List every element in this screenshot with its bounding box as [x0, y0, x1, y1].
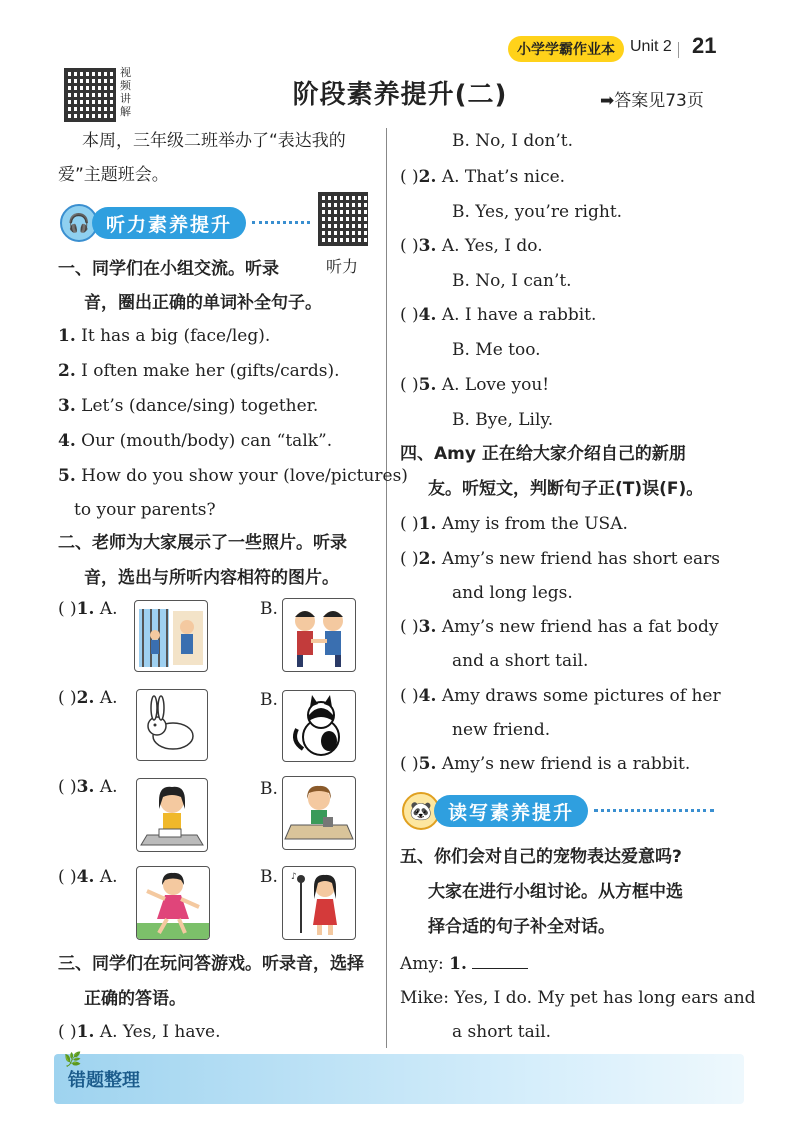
q3-item-2-a: ( )2. A. That’s nice. [400, 167, 566, 187]
picture-cat[interactable] [282, 690, 356, 762]
answer-paren[interactable]: ( ) [400, 167, 419, 187]
picture-boys-handshake[interactable] [282, 598, 356, 672]
listening-section-header [60, 204, 310, 242]
listening-section-label: 听力素养提升 [92, 207, 246, 239]
answer-paren[interactable]: ( ) [400, 375, 419, 395]
svg-text:♪: ♪ [291, 872, 297, 882]
dialog-line-mike: Mike: Yes, I do. My pet has long ears and [400, 988, 756, 1008]
q4-instruction-1: 四、Amy 正在给大家介绍自己的新朋 [400, 444, 686, 464]
q4-item-2: ( )2. Amy’s new friend has short ears [400, 549, 721, 569]
picture-boy-classroom[interactable] [134, 600, 208, 672]
dialog-line-mike-cont: a short tail. [452, 1022, 552, 1042]
q5-instruction-3: 择合适的句子补全对话。 [428, 917, 615, 937]
headphones-icon: 🎧 [60, 204, 98, 242]
section-dots [252, 221, 310, 226]
q4-item-1: ( )1. Amy is from the USA. [400, 514, 628, 534]
q4-item-4: ( )4. Amy draws some pictures of her [400, 686, 721, 706]
q3-item-5-b: B. Bye, Lily. [452, 410, 554, 430]
q4-item-4-cont: new friend. [452, 720, 551, 740]
q2-row-1: ( )1. A. [58, 599, 118, 619]
answer-paren[interactable]: ( ) [400, 686, 419, 706]
q3-item-3-a: ( )3. A. Yes, I do. [400, 236, 543, 256]
q5-instruction-2: 大家在进行小组讨论。从方框中选 [428, 882, 683, 902]
q4-item-3: ( )3. Amy’s new friend has a fat body [400, 617, 719, 637]
section-dots [594, 809, 714, 814]
q1-item-2: 2. I often make her (gifts/cards). [58, 361, 340, 381]
page-title: 阶段素养提升(二) [292, 80, 508, 110]
q1-item-1: 1. It has a big (face/leg). [58, 326, 271, 346]
intro-line-1: 本周，三年级二班举办了“表达我的 [82, 131, 346, 151]
picture-girl-drawing[interactable] [136, 778, 208, 852]
q2-2-b-label: B. [260, 690, 278, 710]
picture-girl-desk[interactable] [282, 776, 356, 850]
q2-row-3: ( )3. A. [58, 777, 118, 797]
dialog-line-amy: Amy: 1. [400, 952, 528, 975]
column-divider [386, 128, 387, 1048]
leaf-icon: 🌿 [64, 1052, 82, 1068]
mistakes-footer-bar [54, 1054, 744, 1104]
q3-item-1-b: B. No, I don’t. [452, 131, 574, 151]
mistakes-footer-label: 错题整理 [68, 1070, 140, 1091]
page-number: 21 [692, 33, 717, 58]
q2-row-2: ( )2. A. [58, 688, 118, 708]
q3-item-2-b: B. Yes, you’re right. [452, 202, 623, 222]
answer-reference: ➡答案见73页 [600, 91, 704, 111]
q3-item-1-a: ( )1. A. Yes, I have. [58, 1022, 221, 1042]
q1-item-3: 3. Let’s (dance/sing) together. [58, 396, 319, 416]
listening-qr-label: 听力 [326, 257, 359, 276]
q4-item-3-cont: and a short tail. [452, 651, 589, 671]
answer-paren[interactable]: ( ) [58, 867, 77, 887]
q1-item-5-cont: to your parents? [74, 500, 216, 520]
answer-paren[interactable]: ( ) [400, 754, 419, 774]
unit-label: Unit 2 [630, 38, 672, 55]
answer-paren[interactable]: ( ) [400, 236, 419, 256]
q1-item-4: 4. Our (mouth/body) can “talk”. [58, 431, 333, 451]
q1-item-5: 5. How do you show your (love/pictures) [58, 466, 408, 486]
q2-3-b-label: B. [260, 779, 278, 799]
qr-label: 视频讲解 [120, 66, 131, 118]
answer-paren[interactable]: ( ) [400, 514, 419, 534]
q4-item-5: ( )5. Amy’s new friend is a rabbit. [400, 754, 691, 774]
mascot-icon: 🐼 [402, 792, 440, 830]
q1-instruction-1: 一、同学们在小组交流。听录 [58, 259, 279, 279]
q3-item-4-b: B. Me too. [452, 340, 541, 360]
q3-instruction-1: 三、同学们在玩问答游戏。听录音，选择 [58, 954, 364, 974]
picture-girl-singing[interactable] [282, 866, 356, 940]
q3-instruction-2: 正确的答语。 [84, 989, 186, 1009]
answer-paren[interactable]: ( ) [400, 617, 419, 637]
q3-item-3-b: B. No, I can’t. [452, 271, 572, 291]
answer-paren[interactable]: ( ) [58, 1022, 77, 1042]
q2-instruction-2: 音，选出与所听内容相符的图片。 [84, 568, 339, 588]
answer-paren[interactable]: ( ) [58, 599, 77, 619]
answer-paren[interactable]: ( ) [58, 688, 77, 708]
intro-line-2: 爱”主题班会。 [58, 165, 169, 185]
workbook-badge: 小学学霸作业本 [508, 36, 624, 62]
q2-instruction-1: 二、老师为大家展示了一些照片。听录 [58, 533, 347, 553]
q3-item-4-a: ( )4. A. I have a rabbit. [400, 305, 597, 325]
picture-girl-dancing[interactable] [136, 866, 210, 940]
picture-rabbit[interactable] [136, 689, 208, 761]
q5-instruction-1: 五、你们会对自己的宠物表达爱意吗? [400, 847, 682, 867]
q1-instruction-2: 音，圈出正确的单词补全句子。 [84, 293, 322, 313]
q2-row-4: ( )4. A. [58, 867, 118, 887]
q4-item-2-cont: and long legs. [452, 583, 573, 603]
answer-paren[interactable]: ( ) [400, 549, 419, 569]
q4-instruction-2: 友。听短文，判断句子正(T)误(F)。 [428, 479, 704, 499]
answer-blank[interactable] [472, 952, 528, 969]
q3-item-5-a: ( )5. A. Love you! [400, 375, 550, 395]
reading-section-header [402, 792, 714, 830]
header-divider [678, 42, 679, 58]
q2-1-b-label: B. [260, 599, 278, 619]
answer-paren[interactable]: ( ) [58, 777, 77, 797]
q2-4-b-label: B. [260, 867, 278, 887]
reading-section-label: 读写素养提升 [434, 795, 588, 827]
answer-paren[interactable]: ( ) [400, 305, 419, 325]
listening-qr-code[interactable] [318, 192, 368, 246]
